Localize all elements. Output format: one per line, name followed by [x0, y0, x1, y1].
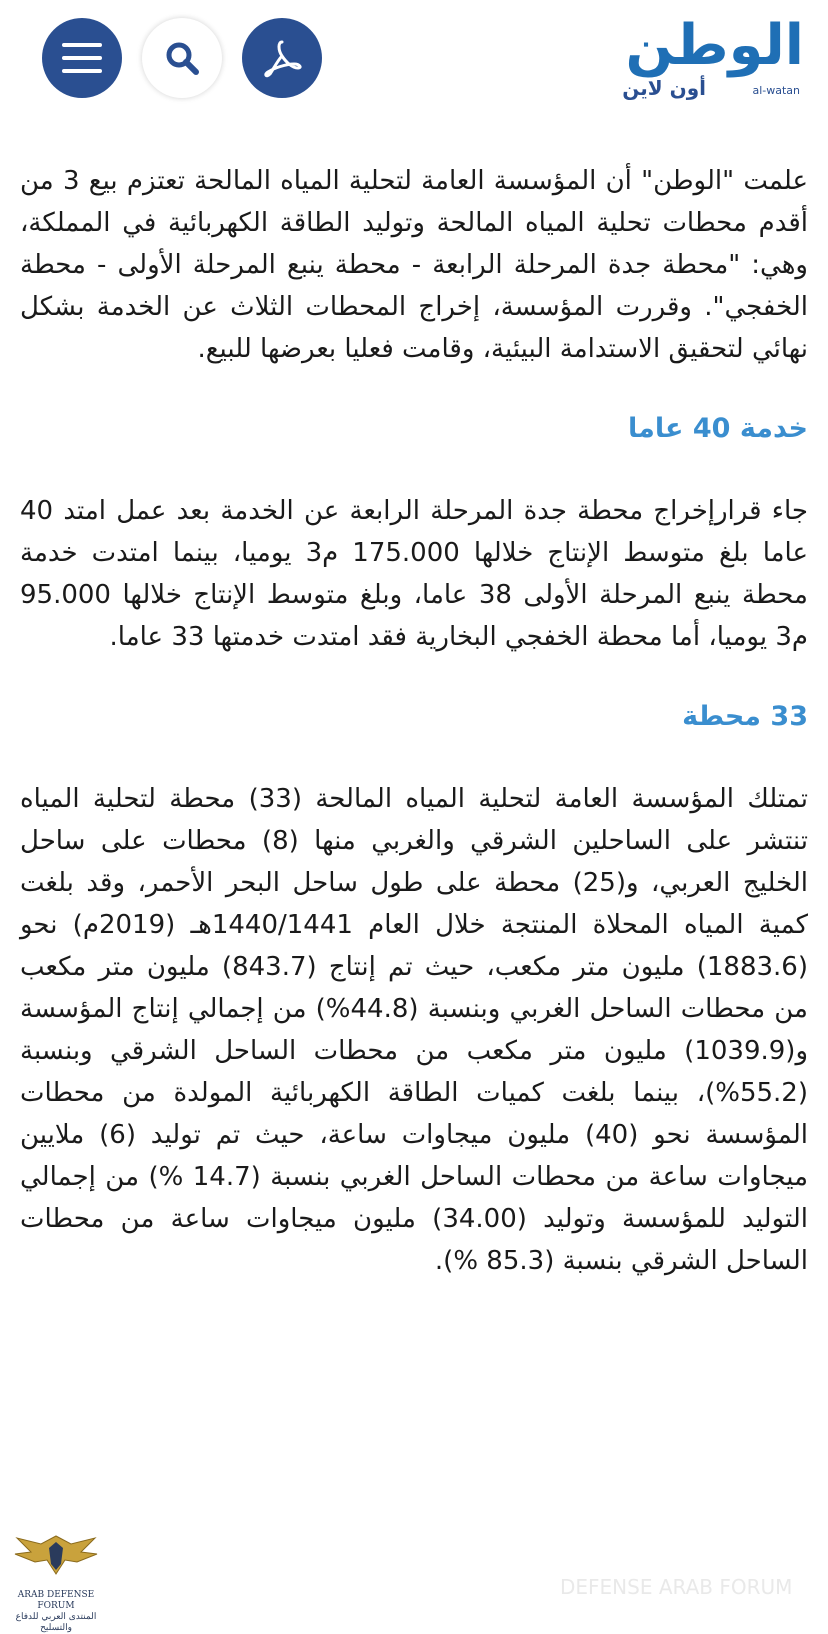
search-icon	[164, 40, 200, 76]
article-subheading-2: 33 محطة	[682, 701, 808, 732]
article-paragraph-3: تمتلك المؤسسة العامة لتحلية المياه المالحة (33) محطة لتحلية المياه تنتشر على الساحلين الشرقي والغربي منها (8) محطات على ساحل الخليج العربي، و(25) محطة على طول ساحل البحر الأحمر، وقد بلغت كمية المياه المحلاة المنتجة خلال العام 1440/1441هـ (2019م) نحو (1883.6) مليون متر مكعب، حيث تم إنتاج (843.7) مليون متر مكعب من محطات الساحل الغربي وبنسبة (44.8%) من إجمالي إنتاج المؤسسة و(1039.9) مليون متر مكعب من محطات الساحل الشرقي وبنسبة (55.2%)، بينما بلغت كميات الطاقة الكهربائية المولدة من محطات المؤسسة نحو (40) مليون ميجاوات ساعة، حيث تم توليد (6) ملايين ميجاوات ساعة من محطات الساحل الغربي بنسبة (14.7 %) من إجمالي التوليد للمؤسسة وتوليد (34.00) مليون ميجاوات ساعة من محطات الساحل الشرقي بنسبة (85.3 %).	[20, 784, 809, 1276]
article-paragraph-1: علمت "الوطن" أن المؤسسة العامة لتحلية المياه المالحة تعتزم بيع 3 من أقدم محطات تحلية المياه المالحة وتوليد الطاقة الكهربائية في المملكة، وهي: "محطة جدة المرحلة الرابعة - محطة ينبع المرحلة الأولى - محطة الخفجي". وقررت المؤسسة، إخراج المحطات الثلاث عن الخدمة بشكل نهائي لتحقيق الاستدامة البيئية، وقامت فعليا بعرضها للبيع.	[20, 166, 809, 364]
menu-button[interactable]	[42, 18, 122, 98]
article-subheading-1: خدمة 40 عاما	[628, 413, 808, 444]
logo-text: الوطن	[625, 13, 804, 78]
badge-line-1: ARAB DEFENSE FORUM	[17, 1590, 95, 1611]
site-header	[0, 0, 828, 115]
article-body	[20, 160, 808, 1306]
watermark-text: DEFENSE ARAB FORUM	[560, 1575, 793, 1599]
logo-subtitle: أون لاين	[622, 76, 706, 100]
search-button[interactable]	[142, 18, 222, 98]
menu-icon	[62, 43, 102, 73]
pdf-button[interactable]	[242, 18, 322, 98]
eagle-emblem-icon	[11, 1530, 101, 1586]
article-paragraph-2: جاء قرارإخراج محطة جدة المرحلة الرابعة عن الخدمة بعد عمل امتد 40 عاما بلغ متوسط الإنتاج خلالها 175.000 م3 يوميا، بينما امتدت خدمة محطة ينبع المرحلة الأولى 38 عاما، وبلغ متوسط الإنتاج خلالها 95.000 م3 يوميا، أما محطة الخفجي البخارية فقد امتدت خدمتها 33 عاما.	[20, 496, 808, 652]
pdf-icon	[262, 38, 302, 78]
badge-line-2: المنتدى العربي للدفاع والتسليح	[15, 1612, 97, 1633]
site-logo[interactable]	[574, 13, 804, 100]
forum-badge	[6, 1530, 106, 1633]
logo-latin: al-watan	[752, 84, 800, 97]
